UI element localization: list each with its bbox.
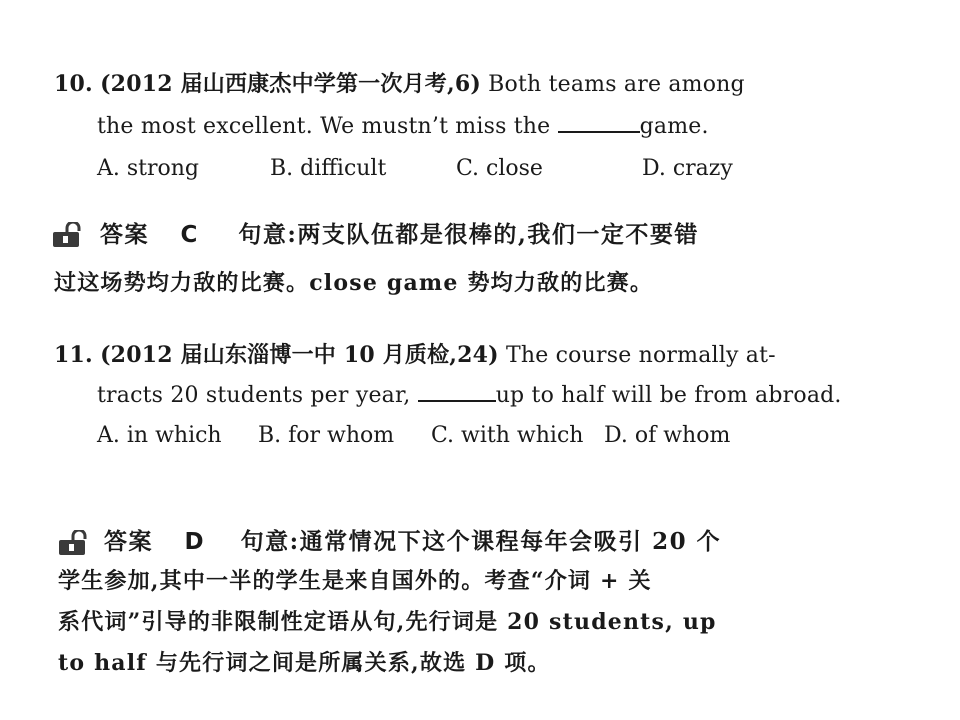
- answer-letter: D: [184, 529, 206, 555]
- question-number: 11.: [54, 342, 93, 368]
- answer-explanation: 句意:两支队伍都是很棒的,我们一定不要错: [238, 221, 699, 248]
- answer-letter: C: [180, 222, 199, 248]
- question-11-line-2: [97, 382, 842, 410]
- question-stem: The course normally at-: [506, 343, 776, 368]
- question-stem: up to half will be from abroad.: [495, 383, 842, 408]
- answer-11-line-2: 学生参加,其中一半的学生是来自国外的。考查“介词 + 关: [58, 568, 652, 594]
- answer-11-line-4: to half 与先行词之间是所属关系,故选 D 项。: [58, 650, 551, 676]
- answer-10-line-1: [100, 220, 699, 250]
- open-padlock-icon: [52, 222, 86, 248]
- question-source: (2012 届山西康杰中学第一次月考,6): [100, 71, 481, 97]
- answer-label: 答案: [100, 221, 149, 248]
- answer-blank: [558, 113, 640, 133]
- answer-explanation: 句意:通常情况下这个课程每年会吸引 20 个: [240, 528, 722, 555]
- question-10-line-2: [97, 113, 709, 141]
- question-stem: the most excellent. We mustn’t miss the: [97, 114, 551, 139]
- question-10-line-1: [54, 70, 745, 99]
- open-padlock-icon: [58, 530, 92, 556]
- answer-11-line-1: [104, 527, 721, 557]
- question-stem: Both teams are among: [488, 72, 745, 97]
- option-b: B. for whom: [258, 423, 395, 448]
- answer-blank: [418, 382, 496, 402]
- option-c: C. with which: [431, 423, 584, 448]
- option-a: A. strong: [97, 156, 200, 181]
- answer-10-line-2: 过这场势均力敌的比赛。close game 势均力敌的比赛。: [54, 270, 654, 296]
- option-b: B. difficult: [270, 156, 387, 181]
- option-d: D. crazy: [642, 156, 733, 181]
- question-11-line-1: [54, 341, 776, 370]
- answer-11-line-3: 系代词”引导的非限制性定语从句,先行词是 20 students, up: [58, 609, 717, 635]
- answer-label: 答案: [104, 528, 153, 555]
- question-stem: tracts 20 students per year,: [97, 383, 411, 408]
- option-c: C. close: [456, 156, 543, 181]
- option-a: A. in which: [97, 423, 222, 448]
- question-source: (2012 届山东淄博一中 10 月质检,24): [100, 342, 499, 368]
- option-d: D. of whom: [604, 423, 731, 448]
- question-number: 10.: [54, 71, 93, 97]
- question-stem: game.: [639, 114, 709, 139]
